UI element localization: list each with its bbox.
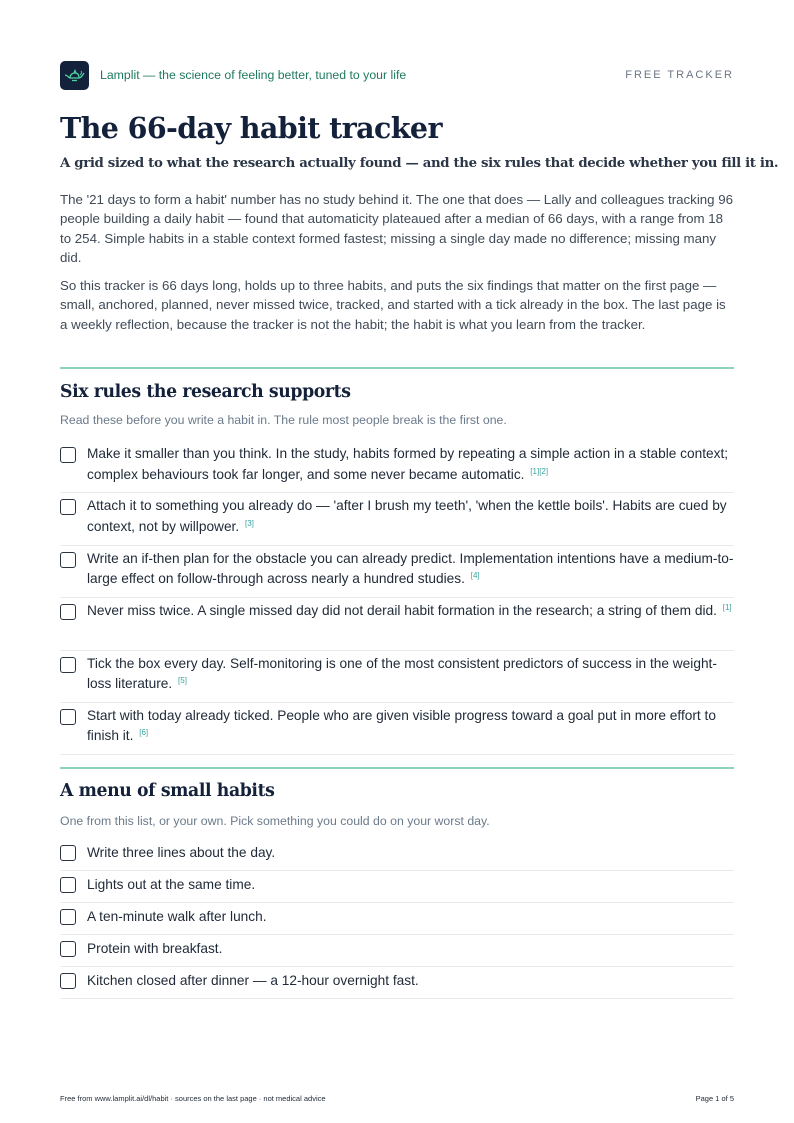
habit-text: Kitchen closed after dinner — a 12-hour overnight fast. [87,973,419,988]
checkbox[interactable] [60,941,76,957]
intro-paragraph: The '21 days to form a habit' number has no study behind it. The one that does — Lally and colleagues tracking 96 people building a daily habit — found that automaticity plateaued after a median of 66 days, with a range from 18 to 254. Simple habits in a stable context formed fastest; missing a single day made no difference; missing many did. [60,192,734,265]
rule-text: Write an if-then plan for the obstacle you can already predict. Implementation intentions have a medium-to-large effect on follow-through across nearly a hundred studies. [87,550,734,587]
citation: [5] [178,676,187,686]
section-divider [60,367,734,369]
footer-source: Free from www.lamplit.ai/dl/habit · sources on the last page · not medical advice [60,1094,326,1103]
habits-note: One from this list, or your own. Pick something you could do on your worst day. [60,814,490,828]
list-item [60,703,734,755]
checkbox[interactable] [60,845,76,861]
brand-tagline: Lamplit — the science of feeling better, tuned to your life [100,68,407,82]
habits-heading: A menu of small habits [60,781,275,801]
intro-paragraph: So this tracker is 66 days long, holds up to three habits, and puts the six findings that matter on the first page — small, anchored, planned, never missed twice, tracked, and started with a tick already in the box. The last page is a weekly reflection, because the tracker is not the habit; the habit is what you learn from the tracker. [60,278,726,332]
page-header [60,61,734,91]
citation: [4] [470,571,480,581]
list-item [60,871,734,903]
rules-heading: Six rules the research supports [60,382,351,402]
page-number: Page 1 of 5 [695,1094,734,1103]
list-item [60,935,734,967]
section-divider [60,767,734,769]
rule-text: Never miss twice. A single missed day did not derail habit formation in the research; a string of them did. [87,603,717,619]
habits-list [60,839,734,999]
list-item [60,903,734,935]
rule-text: Make it smaller than you think. In the study, habits formed by repeating a simple action in a stable context; complex behaviours took far longer, and some never became automatic. [87,446,729,482]
intro [60,190,734,334]
citation: [1][2] [530,466,549,476]
habit-text: A ten-minute walk after lunch. [87,909,267,924]
list-item [60,967,734,999]
genie-lamp-icon [63,67,86,84]
list-item [60,441,734,493]
logo [60,61,89,90]
checkbox[interactable] [60,657,76,673]
list-item [60,546,734,598]
citation: [6] [139,728,149,738]
rules-list [60,441,734,755]
list-item [60,651,734,703]
document-tag: FREE TRACKER [625,69,734,81]
habit-text: Write three lines about the day. [87,845,276,860]
checkbox[interactable] [60,877,76,893]
rule-text: Attach it to something you already do — 'after I brush my teeth', 'when the kettle boils'. Habits are cued by context, not by willpower. [87,498,727,534]
checkbox[interactable] [60,447,76,463]
rule-text: Start with today already ticked. People who are given visible progress toward a goal put in more effort to finish it. [87,707,716,744]
tracker-page [60,0,779,1123]
list-item [60,598,734,650]
rules-note: Read these before you write a habit in. The rule most people break is the first one. [60,413,507,427]
checkbox[interactable] [60,973,76,989]
checkbox[interactable] [60,499,76,515]
page-title: The 66-day habit tracker [60,111,442,145]
rule-text: Tick the box every day. Self-monitoring is one of the most consistent predictors of success in the weight-loss literature. [87,655,717,692]
checkbox[interactable] [60,709,76,725]
checkbox[interactable] [60,552,76,568]
habit-text: Protein with breakfast. [87,941,223,956]
checkbox[interactable] [60,604,76,620]
list-item [60,493,734,545]
page-subtitle: A grid sized to what the research actually found — and the six rules that decide whether you fill it in. [60,156,779,171]
citation: [3] [244,518,254,528]
list-item [60,839,734,871]
citation: [1] [722,603,732,613]
checkbox[interactable] [60,909,76,925]
habit-text: Lights out at the same time. [87,877,256,892]
